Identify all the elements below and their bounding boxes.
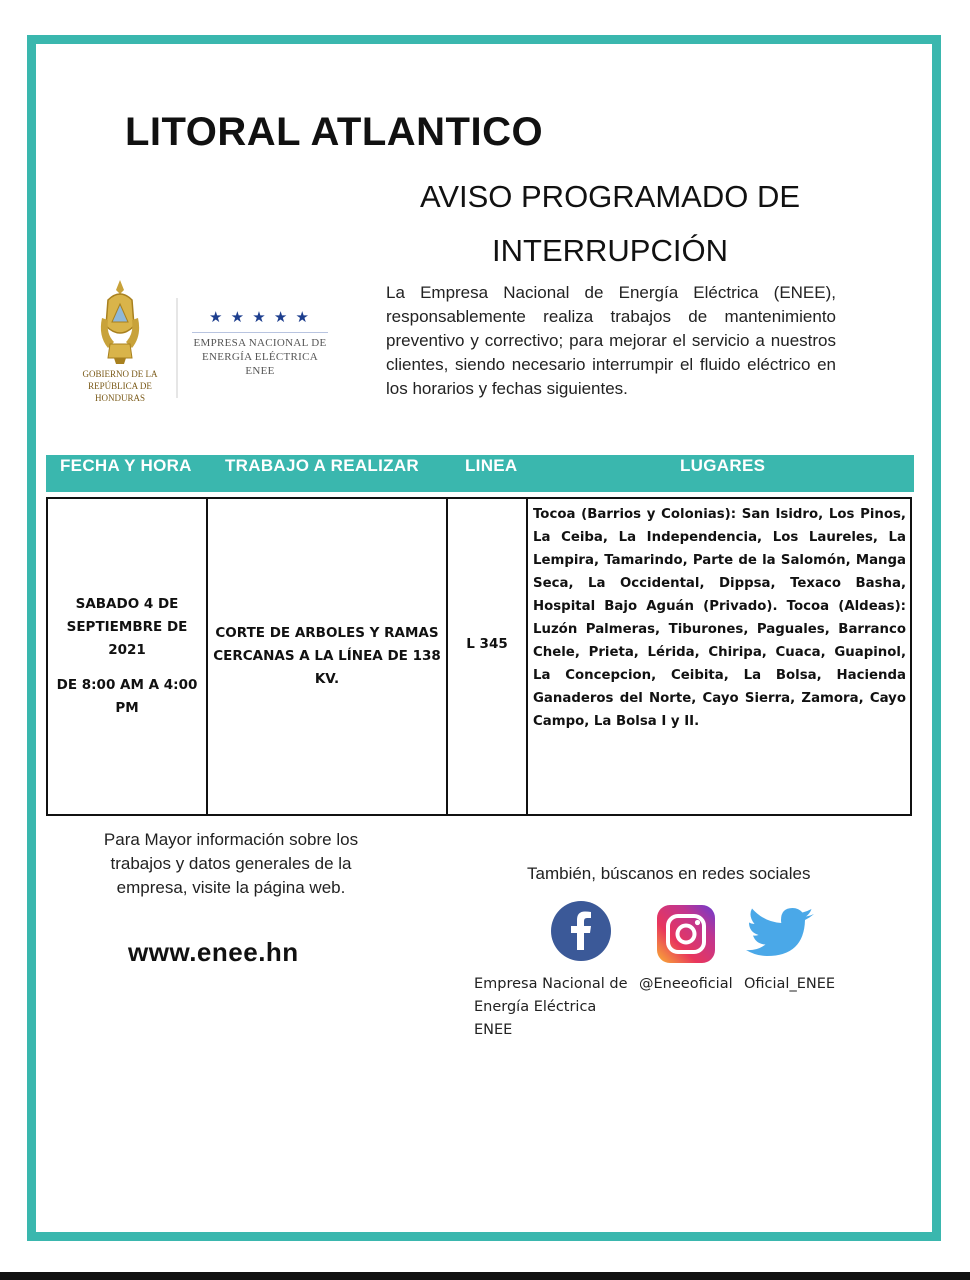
table-header [46,455,914,492]
schedule-table [46,497,912,816]
date-text: SABADO 4 DE SEPTIEMBRE DE 2021 [66,596,188,658]
instagram-icon[interactable] [656,904,716,964]
cell-line: L 345 [447,498,527,815]
time-text: DE 8:00 AM A 4:00 PM [56,677,198,716]
header-work: TRABAJO A REALIZAR [225,456,419,475]
facebook-label[interactable]: Empresa Nacional de Energía Eléctrica ENEE [474,976,628,1038]
government-logo-line1: GOBIERNO DE LA [82,369,158,379]
instagram-label[interactable]: @Eneeoficial [639,976,733,992]
government-logo-line2: REPÚBLICA DE HONDURAS [88,381,152,403]
enee-logo-text [186,336,334,378]
bottom-bar [0,1272,970,1280]
social-title: También, búscanos en redes sociales [527,864,811,883]
twitter-icon[interactable] [744,906,816,966]
stars-icon: ★ ★ ★ ★ ★ [209,309,311,326]
government-logo-text [68,368,172,404]
coat-of-arms-icon [94,278,146,366]
enee-logo-line1: EMPRESA NACIONAL DE [193,337,327,349]
table-row [47,498,911,815]
header-line: LINEA [465,456,518,475]
facebook-icon[interactable] [550,900,612,962]
region-title: LITORAL ATLANTICO [125,110,544,154]
enee-logo-rule [192,332,328,333]
twitter-label[interactable]: Oficial_ENEE [744,976,836,992]
info-text: Para Mayor información sobre los trabajos y datos generales de la empresa, visite la página web. [103,830,359,897]
notice-title [390,170,830,278]
header-date: FECHA Y HORA [60,456,192,475]
cell-places: Tocoa (Barrios y Colonias): San Isidro, Los Pinos, La Ceiba, La Independencia, Los Laureles, La Lempira, Tamarindo, Parte de la Salomón, Manga Seca, La Occidental, Dippsa, Texaco Basha, Hospital Bajo Aguán (Privado). Tocoa (Aldeas): Luzón Palmeras, Tiburones, Paguales, Barranco Chele, Prieta, Lérida, Chiripa, Cuaca, Guapinol, La Concepcion, Ceibita, La Bolsa, Hacienda Ganaderos del Norte, Cayo Sierra, Zamora, Cayo Campo, La Bolsa I y II. [527,498,911,815]
intro-paragraph: La Empresa Nacional de Energía Eléctrica (ENEE), responsablemente realiza trabajos de mantenimiento preventivo y correctivo; para mejorar el servicio a nuestros clientes, siendo necesario interrumpir el fluido eléctrico en los horarios y fechas siguientes. [386,283,836,398]
cell-work: CORTE DE ARBOLES Y RAMAS CERCANAS A LA LÍNEA DE 138 KV. [207,498,447,815]
website-link[interactable]: www.enee.hn [128,937,299,967]
notice-title-line1: AVISO PROGRAMADO DE [419,179,801,214]
header-places: LUGARES [680,456,766,475]
enee-logo-line2: ENERGÍA ELÉCTRICA [201,351,318,363]
enee-logo-line3: ENEE [245,365,275,377]
logo-divider [176,298,178,398]
cell-date-time [47,498,207,815]
notice-title-line2: INTERRUPCIÓN [492,233,728,268]
government-logo [68,278,172,403]
enee-logo [186,300,334,392]
